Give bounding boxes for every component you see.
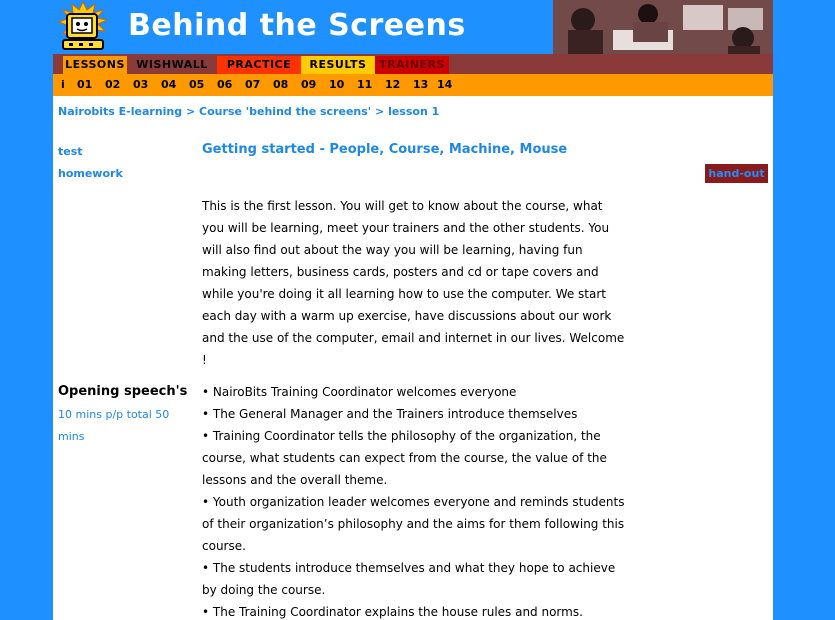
lesson-link-01[interactable]: 01 bbox=[77, 78, 93, 91]
lesson-link-13[interactable]: 13 bbox=[413, 78, 429, 91]
computer-mascot-logo-icon bbox=[55, 0, 111, 54]
section-heading: Opening speech's bbox=[58, 384, 188, 399]
lesson-title: Getting started - People, Course, Machine, Mouse bbox=[202, 142, 568, 157]
lesson-link-08[interactable]: 08 bbox=[273, 78, 289, 91]
lesson-number-bar bbox=[53, 74, 773, 96]
breadcrumb-home-link[interactable]: Nairobits E-learning bbox=[58, 105, 183, 118]
site-title: Behind the Screens bbox=[128, 8, 466, 43]
sidebar-link-test[interactable]: test bbox=[58, 145, 83, 158]
list-item: • The students introduce themselves and what they hope to achieve by doing the course. bbox=[202, 561, 616, 597]
breadcrumb-course-link[interactable]: Course 'behind the screens' bbox=[199, 105, 372, 118]
page bbox=[53, 0, 773, 620]
lesson-link-12[interactable]: 12 bbox=[385, 78, 401, 91]
list-item: • The General Manager and the Trainers introduce themselves bbox=[202, 407, 578, 421]
nav-tab-practice[interactable]: PRACTICE bbox=[217, 56, 301, 74]
site-header bbox=[53, 0, 773, 54]
section-bullet-list bbox=[202, 381, 627, 620]
section-duration: 10 mins p/p total 50 mins bbox=[58, 408, 170, 443]
lesson-link-06[interactable]: 06 bbox=[217, 78, 233, 91]
breadcrumb bbox=[58, 105, 439, 118]
list-item: • Training Coordinator tells the philosophy of the organization, the course, what students can expect from the course, the value of the lessons and the overall theme. bbox=[202, 429, 607, 487]
list-item: • Youth organization leader welcomes everyone and reminds students of their organization’s philosophy and the aims for them following this course. bbox=[202, 495, 625, 553]
lesson-link-02[interactable]: 02 bbox=[105, 78, 121, 91]
lesson-link-10[interactable]: 10 bbox=[329, 78, 345, 91]
lesson-link-14[interactable]: 14 bbox=[437, 78, 453, 91]
list-item: • The Training Coordinator explains the house rules and norms. bbox=[202, 605, 583, 619]
lesson-link-05[interactable]: 05 bbox=[189, 78, 205, 91]
nav-tab-wishwall[interactable]: WISHWALL bbox=[127, 56, 217, 74]
classroom-photo bbox=[553, 0, 773, 54]
sidebar-link-homework[interactable]: homework bbox=[58, 167, 123, 180]
handout-button[interactable]: hand-out bbox=[705, 164, 768, 183]
nav-tab-results[interactable]: RESULTS bbox=[301, 56, 375, 74]
nav-tab-trainers[interactable]: TRAINERS bbox=[375, 56, 449, 74]
main-nav bbox=[53, 54, 773, 74]
lesson-link-intro[interactable]: i bbox=[61, 78, 65, 91]
lesson-link-07[interactable]: 07 bbox=[245, 78, 261, 91]
lesson-link-04[interactable]: 04 bbox=[161, 78, 177, 91]
breadcrumb-separator: > bbox=[185, 105, 196, 118]
list-item: • NairoBits Training Coordinator welcomes everyone bbox=[202, 385, 517, 399]
breadcrumb-lesson-link[interactable]: lesson 1 bbox=[388, 105, 440, 118]
lesson-link-09[interactable]: 09 bbox=[301, 78, 317, 91]
nav-tab-lessons[interactable]: LESSONS bbox=[63, 56, 127, 74]
lesson-intro-text: This is the first lesson. You will get to know about the course, what you will be learning, meet your trainers and the other students. You will also find out about the way you will be learning, having fun making letters, business cards, posters and cd or tape covers and while you're doing it all learning how to use the computer. We start each day with a warm up exercise, have discussions about our work and the use of the computer, email and internet in our lives. Welcome ! bbox=[202, 199, 625, 367]
breadcrumb-separator: > bbox=[375, 105, 385, 118]
lesson-link-03[interactable]: 03 bbox=[133, 78, 149, 91]
lesson-link-11[interactable]: 11 bbox=[357, 78, 373, 91]
